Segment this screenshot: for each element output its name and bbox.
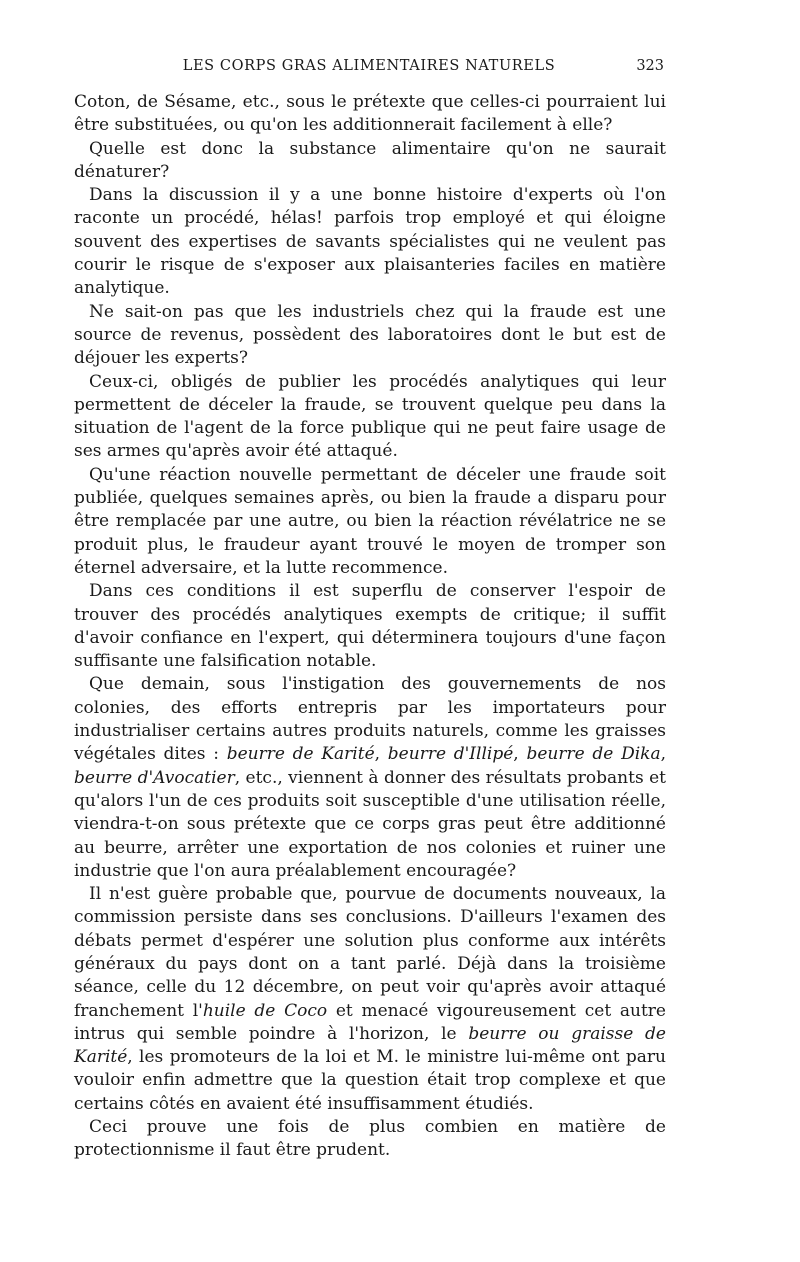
text-run: Dans la discussion il y a une bonne histoire d'experts où l'on raconte un procédé, hélas! parfois trop employé et qui éloigne souvent des expertises de savants spécialistes qui ne veulent pas courir le risque de s'exposer aux plaisanteries faciles en matière analytique. (74, 185, 666, 299)
italic-term: huile de Coco (202, 1000, 328, 1021)
text-run: Coton, de Sésame, etc., sous le prétexte que celles-ci pourraient lui être substituées, ou qu'on les additionnerait facilement à elle? (74, 92, 666, 136)
text-run: Ne sait-on pas que les industriels chez qui la fraude est une source de revenus, possèdent des laboratoires dont le but est de déjouer les experts? (74, 301, 666, 369)
text-run: Dans ces conditions il est superflu de conserver l'espoir de trouver des procédés analytiques exempts de critique; il suffit d'avoir confiance en l'expert, qui déterminera toujours d'une façon suffisante une falsification notable. (74, 581, 666, 672)
text-run: , les promoteurs de la loi et M. le ministre lui-même ont paru vouloir enfin admettre que la question était trop complexe et que certains côtés en avaient été insuffisamment étudiés. (74, 1047, 666, 1114)
italic-term: beurre d'Illipé (387, 744, 514, 765)
text-run: Quelle est donc la substance alimentaire qu'on ne saurait dénaturer? (74, 138, 666, 182)
text-run: et menacé vigoureusement cet autre intrus qui semble poindre à l'horizon, le (74, 1000, 666, 1044)
italic-term: beurre d'Avocatier (74, 767, 235, 788)
paragraph (74, 673, 666, 883)
text-run: Il n'est guère probable que, pourvue de documents nouveaux, la commission persiste dans ses conclusions. D'ailleurs l'examen des débats permet d'espérer une solution plus conforme aux intérêts généraux du pays dont on a tant parlé. Déjà dans la troisième séance, celle du 12 décembre, on peut voir qu'après avoir attaqué franchement l' (74, 884, 666, 1021)
paragraph (74, 301, 666, 371)
paragraph (74, 883, 666, 1116)
paragraph (74, 138, 666, 185)
paragraph (74, 464, 666, 580)
italic-term: beurre de Dika (526, 744, 661, 765)
italic-term: beurre ou graisse de Karité (74, 1023, 666, 1068)
paragraph (74, 580, 666, 673)
paragraph (74, 1116, 666, 1163)
paragraph (74, 371, 666, 464)
running-title: LES CORPS GRAS ALIMENTAIRES NATURELS (182, 58, 556, 74)
text-run: , (660, 744, 666, 765)
text-run: Ceux-ci, obligés de publier les procédés analytiques qui leur permettent de déceler la fraude, se trouvent quelque peu dans la situation de l'agent de la force publique qui ne peut faire usage de ses armes qu'après avoir été attaqué. (74, 371, 666, 462)
italic-term: beurre de Karité (226, 744, 375, 765)
page-header (74, 58, 664, 84)
paragraph (74, 184, 666, 300)
text-run: , (374, 744, 388, 765)
text-run: Que demain, sous l'instigation des gouvernements de nos colonies, des efforts entrepris par les importateurs pour industrialiser certains autres produits naturels, comme les graisses végétales dites : (74, 674, 666, 765)
text-run: , etc., viennent à donner des résultats probants et qu'alors l'un de ces produits soit susceptible d'une utilisation réelle, viendra-t-on sous prétexte que ce corps gras peut être additionné au beurre, arrêter une exportation de nos colonies et ruiner une industrie que l'on aura préalablement encouragée? (74, 767, 666, 881)
paragraph (74, 91, 666, 138)
page-number: 323 (636, 58, 664, 74)
text-run: Ceci prouve une fois de plus combien en matière de protectionnisme il faut être prudent. (74, 1117, 666, 1161)
text-run: Qu'une réaction nouvelle permettant de déceler une fraude soit publiée, quelques semaines après, ou bien la fraude a disparu pour être remplacée par une autre, ou bien la réaction révélatrice ne se produit plus, le fraudeur ayant trouvé le moyen de tromper son éternel adversaire, et la lutte recommence. (74, 464, 666, 578)
body-text (74, 91, 666, 1163)
text-run: , (513, 744, 527, 765)
